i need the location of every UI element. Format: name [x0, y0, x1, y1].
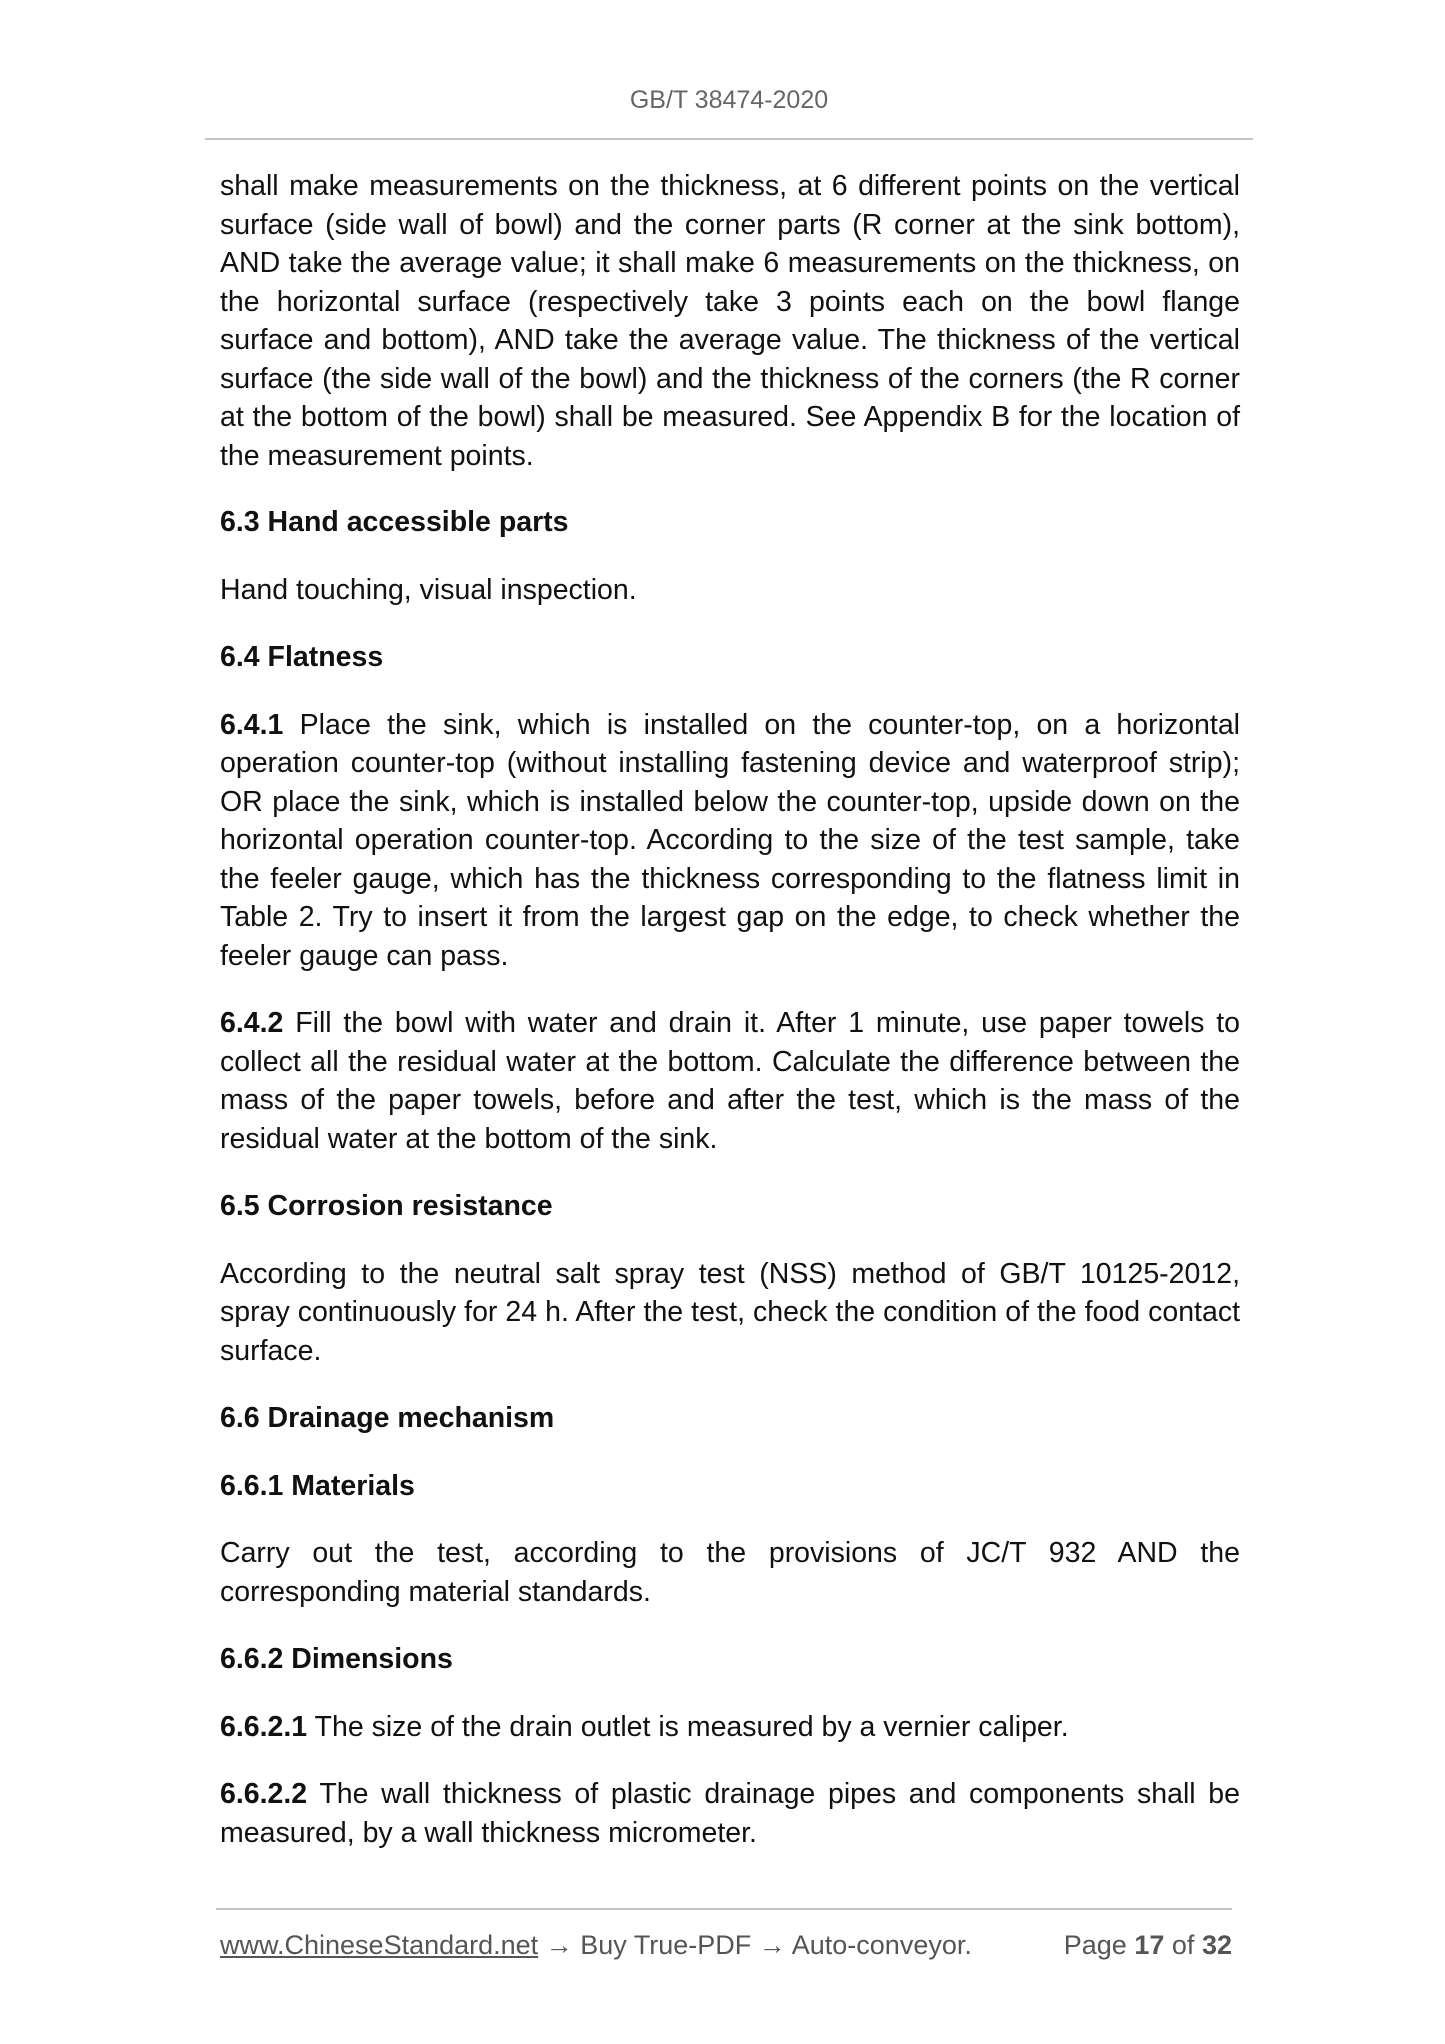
section-6-5-text: According to the neutral salt spray test (NSS) method of GB/T 10125-2012, spray continuously for 24 h. After the test, check the condition of the food contact surface. — [220, 1257, 1240, 1367]
clause-number: 6.6.2.2 — [220, 1778, 308, 1810]
of-label: of — [1171, 1930, 1195, 1960]
clause-number: 6.4.1 — [220, 708, 284, 741]
current-page-number: 17 — [1134, 1930, 1165, 1960]
section-6-6-heading: 6.6 Drainage mechanism — [220, 1402, 555, 1434]
clause-6-6-2-1 — [220, 1708, 1240, 1747]
section-6-4-heading: 6.4 Flatness — [220, 641, 384, 673]
intro-paragraph: shall make measurements on the thickness, at 6 different points on the vertical surface (side wall of bowl) and the corner parts (R corner at the sink bottom), AND take the average value; it shall make 6 measurements on the thickness, on the horizontal surface (respectively take 3 points each on the bowl flange surface and bottom), AND take the average value. The thickness of the vertical surface (the side wall of the bowl) and the thickness of the corners (the R corner at the bottom of the bowl) shall be measured. See Appendix B for the location of the measurement points. — [220, 170, 1240, 472]
clause-6-4-2 — [220, 1004, 1240, 1158]
clause-number: 6.6.2.1 — [220, 1710, 308, 1743]
section-6-5-heading: 6.5 Corrosion resistance — [220, 1190, 553, 1222]
document-id-header: GB/T 38474-2020 — [629, 86, 829, 114]
total-pages-number: 32 — [1201, 1930, 1232, 1960]
section-6-6-2-heading: 6.6.2 Dimensions — [220, 1643, 453, 1675]
page-indicator — [1064, 1930, 1232, 1961]
section-6-3-text: Hand touching, visual inspection. — [220, 573, 637, 606]
clause-6-4-1 — [220, 706, 1240, 976]
section-6-6-1-heading: 6.6.1 Materials — [220, 1469, 415, 1502]
clause-6-6-2-2 — [220, 1775, 1240, 1852]
footer-divider — [216, 1908, 1232, 1910]
footer-trail-text: → Buy True-PDF → Auto-conveyor. — [538, 1930, 972, 1960]
clause-text: Place the sink, which is installed on the counter-top, on a horizontal operation counter-top (without installing fastening device and waterproof strip); OR place the sink, which is installed below the counter-top, upside down on the horizontal operation counter-top. According to the size of the test sample, take the feeler gauge, which has the thickness corresponding to the flatness limit in Table 2. Try to insert it from the largest gap on the edge, to check whether the feeler gauge can pass. — [220, 708, 1240, 972]
header-divider — [205, 138, 1253, 140]
clause-number: 6.4.2 — [220, 1007, 284, 1039]
page-label: Page — [1063, 1930, 1127, 1960]
clause-text: The size of the drain outlet is measured by a vernier caliper. — [307, 1710, 1069, 1743]
section-6-6-1-text: Carry out the test, according to the provisions of JC/T 932 AND the corresponding material standards. — [220, 1537, 1240, 1608]
clause-text: Fill the bowl with water and drain it. After 1 minute, use paper towels to collect all the residual water at the bottom. Calculate the difference between the mass of the paper towels, before and after the test, which is the mass of the residual water at the bottom of the sink. — [220, 1007, 1240, 1155]
page-footer — [220, 1930, 1232, 1961]
section-6-3-heading: 6.3 Hand accessible parts — [220, 506, 569, 538]
website-link[interactable]: www.ChineseStandard.net — [220, 1930, 539, 1960]
clause-text: The wall thickness of plastic drainage pipes and components shall be measured, by a wall thickness micrometer. — [220, 1778, 1240, 1849]
document-body — [220, 167, 1240, 1881]
